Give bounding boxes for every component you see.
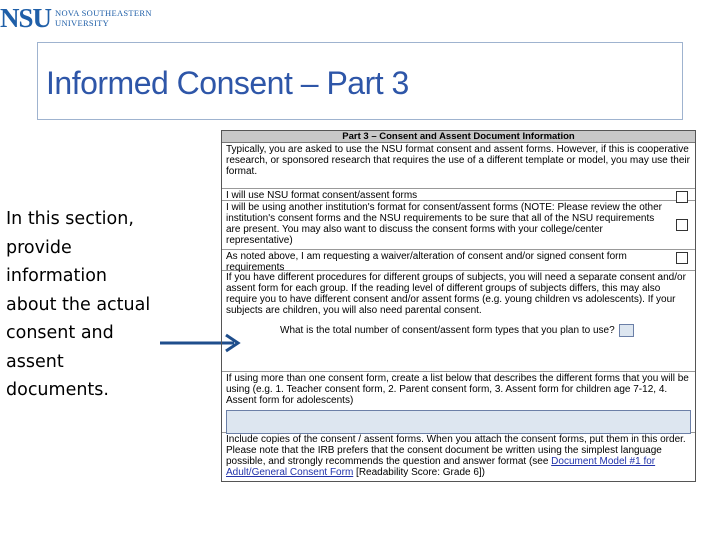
document-model-link[interactable]: Document Model #1 for Adult/General Consent Form — [226, 456, 656, 478]
title-box — [37, 42, 683, 120]
form-count-input[interactable] — [619, 324, 634, 337]
nsu-format-label: I will use NSU format consent/assent forms — [226, 190, 418, 201]
consent-form-panel — [221, 130, 696, 482]
waiver-row — [222, 250, 695, 271]
side-description: In this section, provide information about the actual consent and assent documents. — [6, 209, 151, 400]
other-format-checkbox[interactable] — [676, 219, 688, 231]
form-header: Part 3 – Consent and Assent Document Information — [222, 131, 695, 143]
form-list-row — [222, 372, 695, 433]
form-count-question-line — [226, 324, 691, 337]
typical-text: Typically, you are asked to use the NSU format consent and assent forms. However, if this is cooperative research, or sponsored research that requires the use of a different template or model, you may use their format. — [226, 144, 690, 177]
copies-text: Include copies of the consent / assent forms. When you attach the consent forms, put them in this order. Please note that the IRB prefers that the consent document be written using the simplest language possible, and strongly recommends the question and answer format (see — [226, 434, 686, 467]
other-format-label: I will be using another institution's format for consent/assent forms (NOTE: Please review the other institution's consent forms and the NSU requirements to be sure that all of the NSU requirements are present. You may also want to discuss the consent forms with your college/center representative) — [226, 202, 662, 246]
different-procedures-text: If you have different procedures for different groups of subjects, you will need a separate consent and/or assent form for each group. If the reading level of different groups of subjects differs, this may also require you to have different consent and/or assent forms (e.g. young children vs adolescents). If your subjects are children, you will also need parental consent. — [226, 272, 686, 316]
logo-line-2: UNIVERSITY — [55, 18, 110, 28]
copies-row — [222, 433, 695, 479]
form-list-instructions: If using more than one consent form, create a list below that describes the different forms that you will be using (e.g. 1. Teacher consent form, 2. Parent consent form, 3. Assent form for children age 7-12, 4. Assent form for adolescents) — [226, 373, 689, 406]
other-format-row — [222, 201, 695, 250]
nsu-logo — [0, 4, 152, 32]
waiver-checkbox[interactable] — [676, 252, 688, 264]
copies-suffix: [Readability Score: Grade 6]) — [353, 467, 486, 478]
waiver-label: As noted above, I am requesting a waiver/alteration of consent and/or signed consent form requirements — [226, 251, 627, 273]
slide-title: Informed Consent – Part 3 — [46, 65, 409, 101]
logo-line-1: NOVA SOUTHEASTERN — [55, 8, 152, 18]
different-procedures-row — [222, 271, 695, 372]
typical-row — [222, 143, 695, 189]
form-count-question: What is the total number of consent/assent form types that you plan to use? — [280, 325, 615, 337]
form-list-input[interactable] — [226, 410, 691, 434]
nsu-format-row — [222, 189, 695, 201]
logo-mark: NSU — [0, 3, 52, 33]
logo-wordmark — [55, 8, 152, 28]
